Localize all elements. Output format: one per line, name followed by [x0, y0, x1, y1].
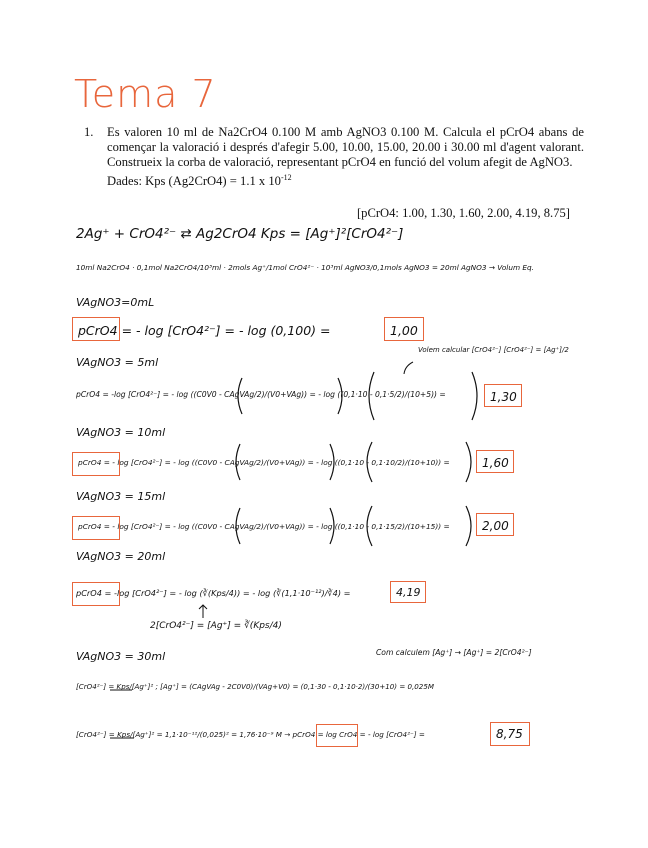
bracket-left-5ml-b	[369, 372, 374, 420]
volume-label-0ml: VAgNO3=0mL	[76, 296, 155, 309]
bracket-right-5ml-a	[338, 378, 342, 414]
volume-label-15ml: VAgNO3 = 15ml	[76, 490, 166, 503]
saturation-relation: 2[CrO4²⁻] = [Ag⁺] = ∛(Kps/4)	[150, 621, 282, 631]
bracket-right-15ml-a	[330, 508, 334, 544]
note-calculate-ag: Com calculem [Ag⁺] → [Ag⁺] = 2[CrO4²⁻]	[376, 648, 532, 657]
excess-silver-calculation: [CrO4²⁻] = Kps/[Ag⁺]² ; [Ag⁺] = (CAgVAg - 2C0V0)/(VAg+V0) = (0,1·30 - 0,1·10·2)/(30+10) = 0,025M	[76, 682, 434, 691]
note-arrow-5ml	[404, 362, 413, 374]
bracket-left-5ml-a	[238, 378, 242, 414]
problem-text: Es valoren 10 ml de Na2CrO4 0.100 M amb AgNO3 0.100 M. Calcula el pCrO4 abans de començar la valoració i després d'afegir 5.00, 10.00, 15.00, 20.00 i 30.00 ml d'agent valorant. Construeix la corba de valoració, representant pCrO4 en funció del volum afegit de AgNO3.	[107, 125, 584, 169]
chromate-and-pcro4-calculation: [CrO4²⁻] = Kps/[Ag⁺]² = 1,1·10⁻¹²/(0,025)² = 1,76·10⁻⁹ M → pCrO4 = log CrO4 = - log [CrO4²⁻] =	[76, 730, 425, 739]
pcro4-result-0ml: 1,00	[390, 323, 418, 338]
bracket-right-10ml-b	[466, 442, 471, 482]
bracket-right-15ml-b	[466, 506, 471, 546]
pcro4-result-15ml: 2,00	[482, 519, 509, 533]
problem-number: 1.	[84, 125, 94, 139]
bracket-right-10ml-a	[330, 444, 334, 480]
bracket-left-15ml-a	[236, 508, 240, 544]
pcro4-equation-20ml: pCrO4 = -log [CrO4²⁻] = - log (∛(Kps/4)) = - log (∛(1,1·10⁻¹²)/∛4) =	[76, 588, 351, 598]
problem-answers: [pCrO4: 1.00, 1.30, 1.60, 2.00, 4.19, 8.75]	[356, 206, 570, 220]
equilibrium-equation: 2Ag⁺ + CrO4²⁻ ⇄ Ag2CrO4 Kps = [Ag⁺]²[CrO4²⁻]	[76, 226, 404, 242]
page-title: Tema 7	[74, 72, 217, 116]
bracket-left-10ml-a	[236, 444, 240, 480]
volume-label-5ml: VAgNO3 = 5ml	[76, 356, 159, 369]
volume-label-30ml: VAgNO3 = 30ml	[76, 650, 166, 663]
equivalence-volume-calculation: 10ml Na2CrO4 · 0,1mol Na2CrO4/10³ml · 2mols Ag⁺/1mol CrO4²⁻ · 10³ml AgNO3/0,1mols AgNO3 = 20ml AgNO3 → Volum Eq.	[76, 263, 534, 272]
pcro4-equation-15ml: pCrO4 = - log [CrO4²⁻] = - log ((C0V0 - CAgVAg/2)/(V0+VAg)) = - log ((0,1·10 - 0,1·15/2)/(10+15)) =	[78, 522, 450, 531]
problem-data: Dades: Kps (Ag2CrO4) = 1.1 x 10	[107, 174, 281, 189]
volume-label-10ml: VAgNO3 = 10ml	[76, 426, 166, 439]
note-calculate-cro4: Volem calcular [CrO4²⁻] [CrO4²⁻] = [Ag⁺]/2	[418, 346, 569, 354]
pcro4-equation-5ml: pCrO4 = -log [CrO4²⁻] = - log ((C0V0 - CAgVAg/2)/(V0+VAg)) = - log ((0,1·10 - 0,1·5/2)/(10+5)) =	[76, 390, 446, 399]
pcro4-result-20ml: 4,19	[396, 586, 421, 599]
pcro4-result-5ml: 1,30	[490, 390, 517, 404]
up-arrow-20ml	[199, 605, 207, 618]
pcro4-result-10ml: 1,60	[482, 456, 509, 470]
pcro4-result-30ml: 8,75	[496, 727, 523, 741]
pcro4-equation-10ml: pCrO4 = - log [CrO4²⁻] = - log ((C0V0 - CAgVAg/2)/(V0+VAg)) = - log ((0,1·10 - 0,1·10/2)/(10+10)) =	[78, 458, 450, 467]
bracket-left-15ml-b	[367, 506, 372, 546]
pcro4-equation-0ml: pCrO4 = - log [CrO4²⁻] = - log (0,100) =	[78, 323, 331, 338]
problem-data-exponent: -12	[280, 173, 292, 182]
bracket-left-10ml-b	[367, 442, 372, 482]
bracket-right-5ml-b	[472, 372, 477, 420]
volume-label-20ml: VAgNO3 = 20ml	[76, 550, 166, 563]
